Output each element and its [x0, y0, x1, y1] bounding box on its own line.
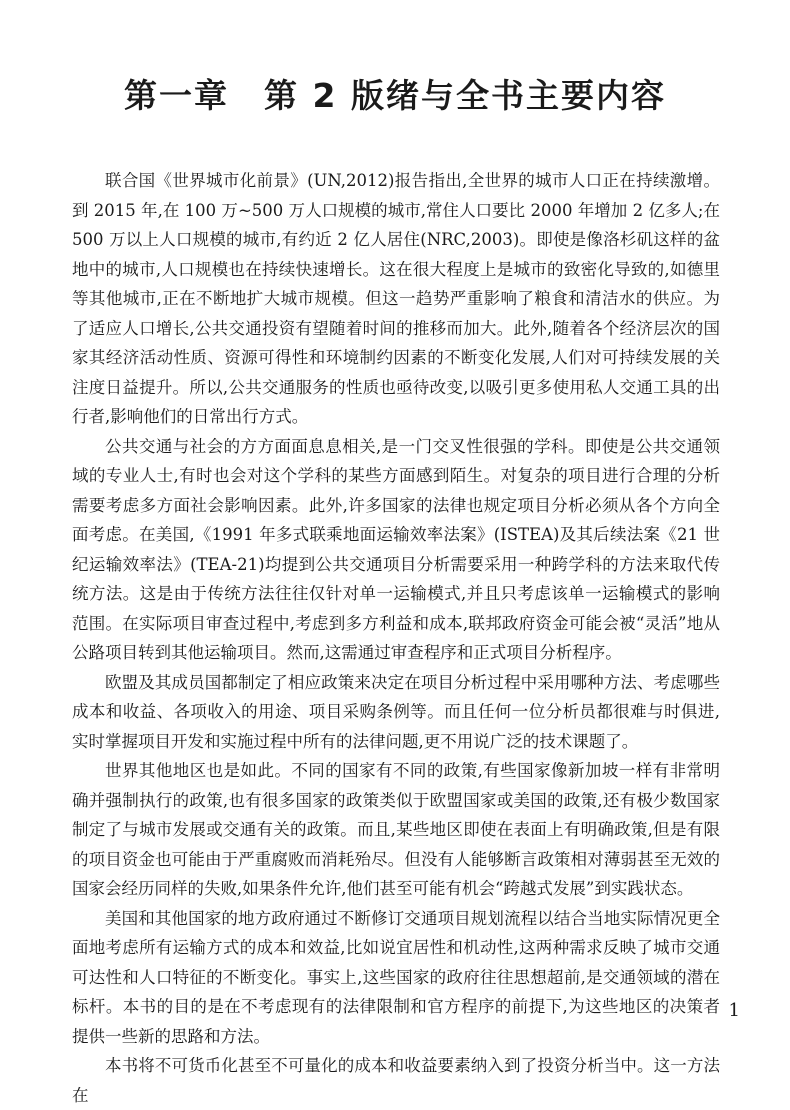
paragraph-5: 美国和其他国家的地方政府通过不断修订交通项目规划流程以结合当地实际情况更全面地考虑所有运输方式的成本和效益,比如说宜居性和机动性,这两种需求反映了城市交通可达性和人口特征的不断变化。事实上,这些国家的政府往往思想超前,是交通领域的潜在标杆。本书的目的是在不考虑现有的法律限制和官方程序的前提下,为这些地区的决策者提供一些新的思路和方法。 — [72, 908, 720, 1046]
body-text — [72, 166, 720, 1110]
paragraph-4: 世界其他地区也是如此。不同的国家有不同的政策,有些国家像新加坡一样有非常明确并强制执行的政策,也有很多国家的政策类似于欧盟国家或美国的政策,还有极少数国家制定了与城市发展或交通有关的政策。而且,某些地区即使在表面上有明确政策,但是有限的项目资金也可能由于严重腐败而消耗殆尽。但没有人能够断言政策相对薄弱甚至无效的国家会经历同样的失败,如果条件允许,他们甚至可能有机会“跨越式发展”到实践状态。 — [72, 761, 720, 898]
paragraph-2: 公共交通与社会的方方面面息息相关,是一门交叉性很强的学科。即使是公共交通领域的专业人士,有时也会对这个学科的某些方面感到陌生。对复杂的项目进行合理的分析需要考虑多方面社会影响因素。此外,许多国家的法律也规定项目分析必须从各个方向全面考虑。在美国,《1991 年多式联乘地面运输效率法案》(ISTEA)及其后续法案《21 世纪运输效率法》(TEA-21)均提到公共交通项目分析需要采用一种跨学科的方法来取代传统方法。这是由于传统方法往往仅针对单一运输模式,并且只考虑该单一运输模式的影响范围。在实际项目审查过程中,考虑到多方利益和成本,联邦政府资金可能会被“灵活”地从公路项目转到其他运输项目。然而,这需通过审查程序和正式项目分析程序。 — [72, 436, 720, 662]
paragraph-6: 本书将不可货币化甚至不可量化的成本和收益要素纳入到了投资分析当中。这一方法在 — [72, 1056, 720, 1105]
paragraph-3: 欧盟及其成员国都制定了相应政策来决定在项目分析过程中采用哪种方法、考虑哪些成本和收益、各项收入的用途、项目采购条例等。而且任何一位分析员都很难与时俱进,实时掌握项目开发和实施过程中所有的法律问题,更不用说广泛的技术课题了。 — [72, 672, 720, 751]
paragraph-1: 联合国《世界城市化前景》(UN,2012)报告指出,全世界的城市人口正在持续激增。到 2015 年,在 100 万~500 万人口规模的城市,常住人口要比 2000 年增加 2 亿多人;在 500 万以上人口规模的城市,有约近 2 亿人居住(NRC,2003)。即使是像洛杉矶这样的盆地中的城市,人口规模也在持续快速增长。这在很大程度上是城市的致密化导致的,如德里等其他城市,正在不断地扩大城市规模。但这一趋势严重影响了粮食和清洁水的供应。为了适应人口增长,公共交通投资有望随着时间的推移而加大。此外,随着各个经济层次的国家其经济活动性质、资源可得性和环境制约因素的不断变化发展,人们对可持续发展的关注度日益提升。所以,公共交通服务的性质也亟待改变,以吸引更多使用私人交通工具的出行者,影响他们的日常出行方式。 — [72, 171, 720, 426]
chapter-title: 第一章 第 2 版绪与全书主要内容 — [124, 76, 666, 115]
page-number: 1 — [728, 1000, 740, 1021]
